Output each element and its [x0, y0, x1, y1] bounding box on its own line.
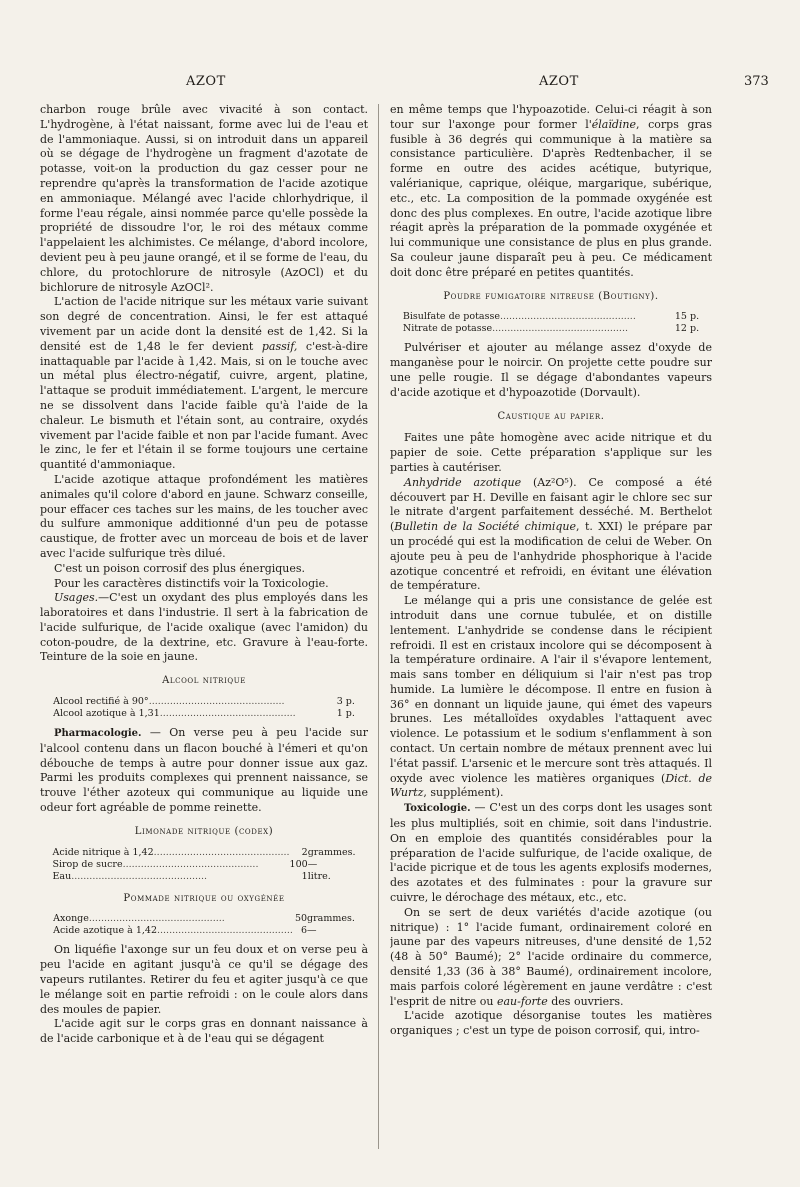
paragraph: Faites une pâte homogène avec acide nitrique et du papier de soie. Cette préparation s'applique sur les parties à cautériser.	[390, 431, 712, 474]
paragraph: Anhydride azotique (Az²O⁵). Ce composé a été découvert par H. Deville en faisant agir le chlore sec sur le nitrate d'argent parfaitement desséché. M. Berthelot (Bulletin de la Société chimique, t. XXI) le prépare par un procédé qui est la modification de celui de Weber. On ajoute peu à peu de l'anhydride phosphorique à l'acide azotique concentré et refroidi, en évitant une élévation de température.	[390, 475, 712, 593]
pharmacologie-lead: Pharmacologie.	[54, 728, 142, 740]
paragraph: On liquéfie l'axonge sur un feu doux et on verse peu à peu l'acide en agitant jusqu'à ce qu'il se dégage des vapeurs rutilantes. Retirer du feu et agiter jusqu'à ce que le mélange soit en partie refroidi : on le coule alors dans des moules de papier.	[40, 943, 368, 1016]
recipe-table	[52, 847, 355, 883]
paragraph: Pulvériser et ajouter au mélange assez d'oxyde de manganèse pour le noircir. On projette cette poudre sur une pelle rougie. Il se dégage d'abondantes vapeurs d'acide azotique et d'hypoazotide (Dorvault).	[390, 341, 712, 399]
table-row: Alcool rectifié à 90°............................................. 3 p.	[53, 696, 355, 708]
column-divider	[378, 104, 379, 1149]
recipe-table	[403, 311, 699, 335]
recipe-title: Poudre fumigatoire nitreuse (Boutigny).	[443, 290, 659, 302]
paragraph: charbon rouge brûle avec vivacité à son contact. L'hydrogène, à l'état naissant, forme avec lui de l'eau et de l'ammoniaque. Aussi, si on introduit dans un appareil où se dégage de l'hydrogène un fragment d'azotate de potasse, voit-on la production du gaz cesser pour ne reprendre qu'après la transformation de l'acide azotique en ammoniaque. Mélangé avec l'acide chlorhydrique, il forme l'eau régale, ainsi nommée parce qu'elle possède la propriété de dissoudre l'or, le roi des métaux comme l'appelaient les alchimistes. Ce mélange, d'abord incolore, devient peu à peu jaune orangé, et il se forme de l'eau, du chlore, du protochlorure de nitrosyle (AzOCl) et du bichlorure de nitrosyle AzOCl².	[40, 103, 368, 294]
paragraph: On se sert de deux variétés d'acide azotique (ou nitrique) : 1° l'acide fumant, ordinairement coloré en jaune par des vapeurs nitreuses, d'une densité de 1,52 (48 à 50° Baumé); 2° l'acide ordinaire du commerce, densité 1,33 (36 à 38° Baumé), ordinairement incolore, mais parfois coloré légèrement en jaune verdâtre : c'est l'esprit de nitre ou eau-forte des ouvriers.	[390, 905, 712, 1008]
right-column	[390, 103, 712, 1163]
table-row: Sirop de sucre............................................. 100 —	[52, 858, 318, 870]
table-row: Nitrate de potasse............................................. 12 p.	[402, 323, 700, 335]
recipe-title: Pommade nitrique ou oxygénée	[123, 892, 285, 904]
table-row: Alcool azotique à 1,31............................................. 1 p.	[53, 708, 355, 720]
paragraph: L'acide azotique désorganise toutes les matières organiques ; c'est un type de poison corrosif, qui, intro-	[390, 1009, 712, 1038]
recipe-table	[53, 696, 355, 720]
table-row: Acide nitrique à 1,42............................................. 2 grammes.	[52, 846, 356, 858]
table-row: Acide azotique à 1,42............................................. 6 —	[53, 925, 317, 937]
running-head-left: AZOT	[186, 74, 226, 89]
left-column	[40, 103, 368, 1163]
table-row: Axonge............................................. 50 grammes.	[53, 913, 355, 925]
paragraph: C'est un poison corrosif des plus énergiques.	[54, 561, 306, 575]
toxicologie-lead: Toxicologie.	[404, 803, 471, 815]
section-title: Caustique au papier.	[497, 410, 605, 422]
table-row: Bisulfate de potasse............................................. 15 p.	[402, 311, 700, 323]
paragraph: Toxicologie. — C'est un des corps dont les usages sont les plus multipliés, soit en chimie, soit dans l'industrie. On en emploie des quantités considérables pour la préparation de l'acide sulfurique, de l'acide oxalique, de l'acide picrique et de tous les agents explosifs modernes, des azotates et des fulminates : pour la gravure sur cuivre, le dérochage des métaux, etc., etc.	[390, 801, 712, 905]
paragraph: L'action de l'acide nitrique sur les métaux varie suivant son degré de concentration. Ainsi, le fer est attaqué vivement par un acide dont la densité est de 1,42. Si la densité est de 1,48 le fer devient passif, c'est-à-dire inattaquable par l'acide à 1,42. Mais, si on le touche avec un métal plus électro-négatif, cuivre, argent, platine, l'attaque se produit immédiatement. L'argent, le mercure ne se dissolvent dans l'acide faible qu'à l'aide de la chaleur. Le bismuth et l'étain sont, au contraire, oxydés vivement par l'acide faible et non par l'acide fumant. Avec le zinc, le fer et l'étain il se forme toujours une certaine quantité d'ammoniaque.	[40, 295, 368, 472]
running-head-right: AZOT	[539, 74, 579, 89]
recipe-title: Alcool nitrique	[162, 675, 246, 687]
paragraph: Pour les caractères distinctifs voir la Toxicologie.	[54, 576, 329, 590]
table-row: Eau............................................. 1 litre.	[52, 870, 331, 882]
recipe-title: Limonade nitrique (codex)	[134, 825, 274, 837]
page-header	[0, 74, 800, 94]
page-number: 373	[744, 74, 769, 89]
paragraph: Usages.—C'est un oxydant des plus employés dans les laboratoires et dans l'industrie. Il sert à la fabrication de l'acide sulfurique, de l'acide oxalique (avec l'amidon) du coton-poudre, de la dextrine, etc. Gravure à l'eau-forte. Teinture de la soie en jaune.	[40, 591, 368, 664]
paragraph: en même temps que l'hypoazotide. Celui-ci réagit à son tour sur l'axonge pour former l'élaïdine, corps gras fusible à 36 degrés qui communique à la matière sa consistance particulière. D'après Redtenbacher, il se forme en outre des acides acétique, butyrique, valérianique, caprique, oléique, margarique, subérique, etc., etc. La composition de la pommade oxygénée est donc des plus complexes. En outre, l'acide azotique libre réagit après la préparation de la pommade oxygénée et lui communique une consistance de plus en plus grande. Sa couleur jaune disparaît peu à peu. Ce médicament doit donc être préparé en petites quantités.	[390, 103, 712, 279]
paragraph: Pharmacologie. — On verse peu à peu l'acide sur l'alcool contenu dans un flacon bouché à l'émeri et qu'on débouche de temps à autre pour donner issue aux gaz. Parmi les produits complexes qui prennent naissance, se trouve l'éther azoteux qui communique au liquide une odeur fort agréable de pomme reinette.	[40, 726, 368, 815]
usages-lead: Usages.	[54, 591, 99, 605]
paragraph: L'acide azotique attaque profondément les matières animales qu'il colore d'abord en jaune. Schwarz conseille, pour effacer ces taches sur les mains, de les toucher avec du sulfure ammonique additionné d'un peu de potasse caustique, de frotter avec un morceau de bois et de laver avec l'acide sulfurique très dilué.	[40, 472, 368, 560]
recipe-table	[53, 913, 355, 937]
paragraph: L'acide agit sur le corps gras en donnant naissance à de l'acide carbonique et à de l'eau qui se dégagent	[40, 1017, 368, 1046]
anhydride-lead: Anhydride azotique	[404, 475, 522, 489]
paragraph: Le mélange qui a pris une consistance de gelée est introduit dans une cornue tubulée, et on distille lentement. L'anhydride se condense dans le récipient refroidi. Il est en cristaux incolore qui se décomposent à la température ordinaire. A l'air il s'évapore lentement, mais sans tomber en déliquium si l'air n'est pas trop humide. La lumière le décompose. Il entre en fusion à 36° en donnant un liquide jaune, qui émet des vapeurs brunes. Les métalloïdes oxydables l'attaquent avec violence. Le potassium et le sodium s'enflamment à son contact. Un certain nombre de métaux prennent avec lui l'état passif. L'arsenic et le mercure sont très attaqués. Il oxyde avec violence les matières organiques (Dict. de Wurtz, supplément).	[390, 594, 712, 800]
